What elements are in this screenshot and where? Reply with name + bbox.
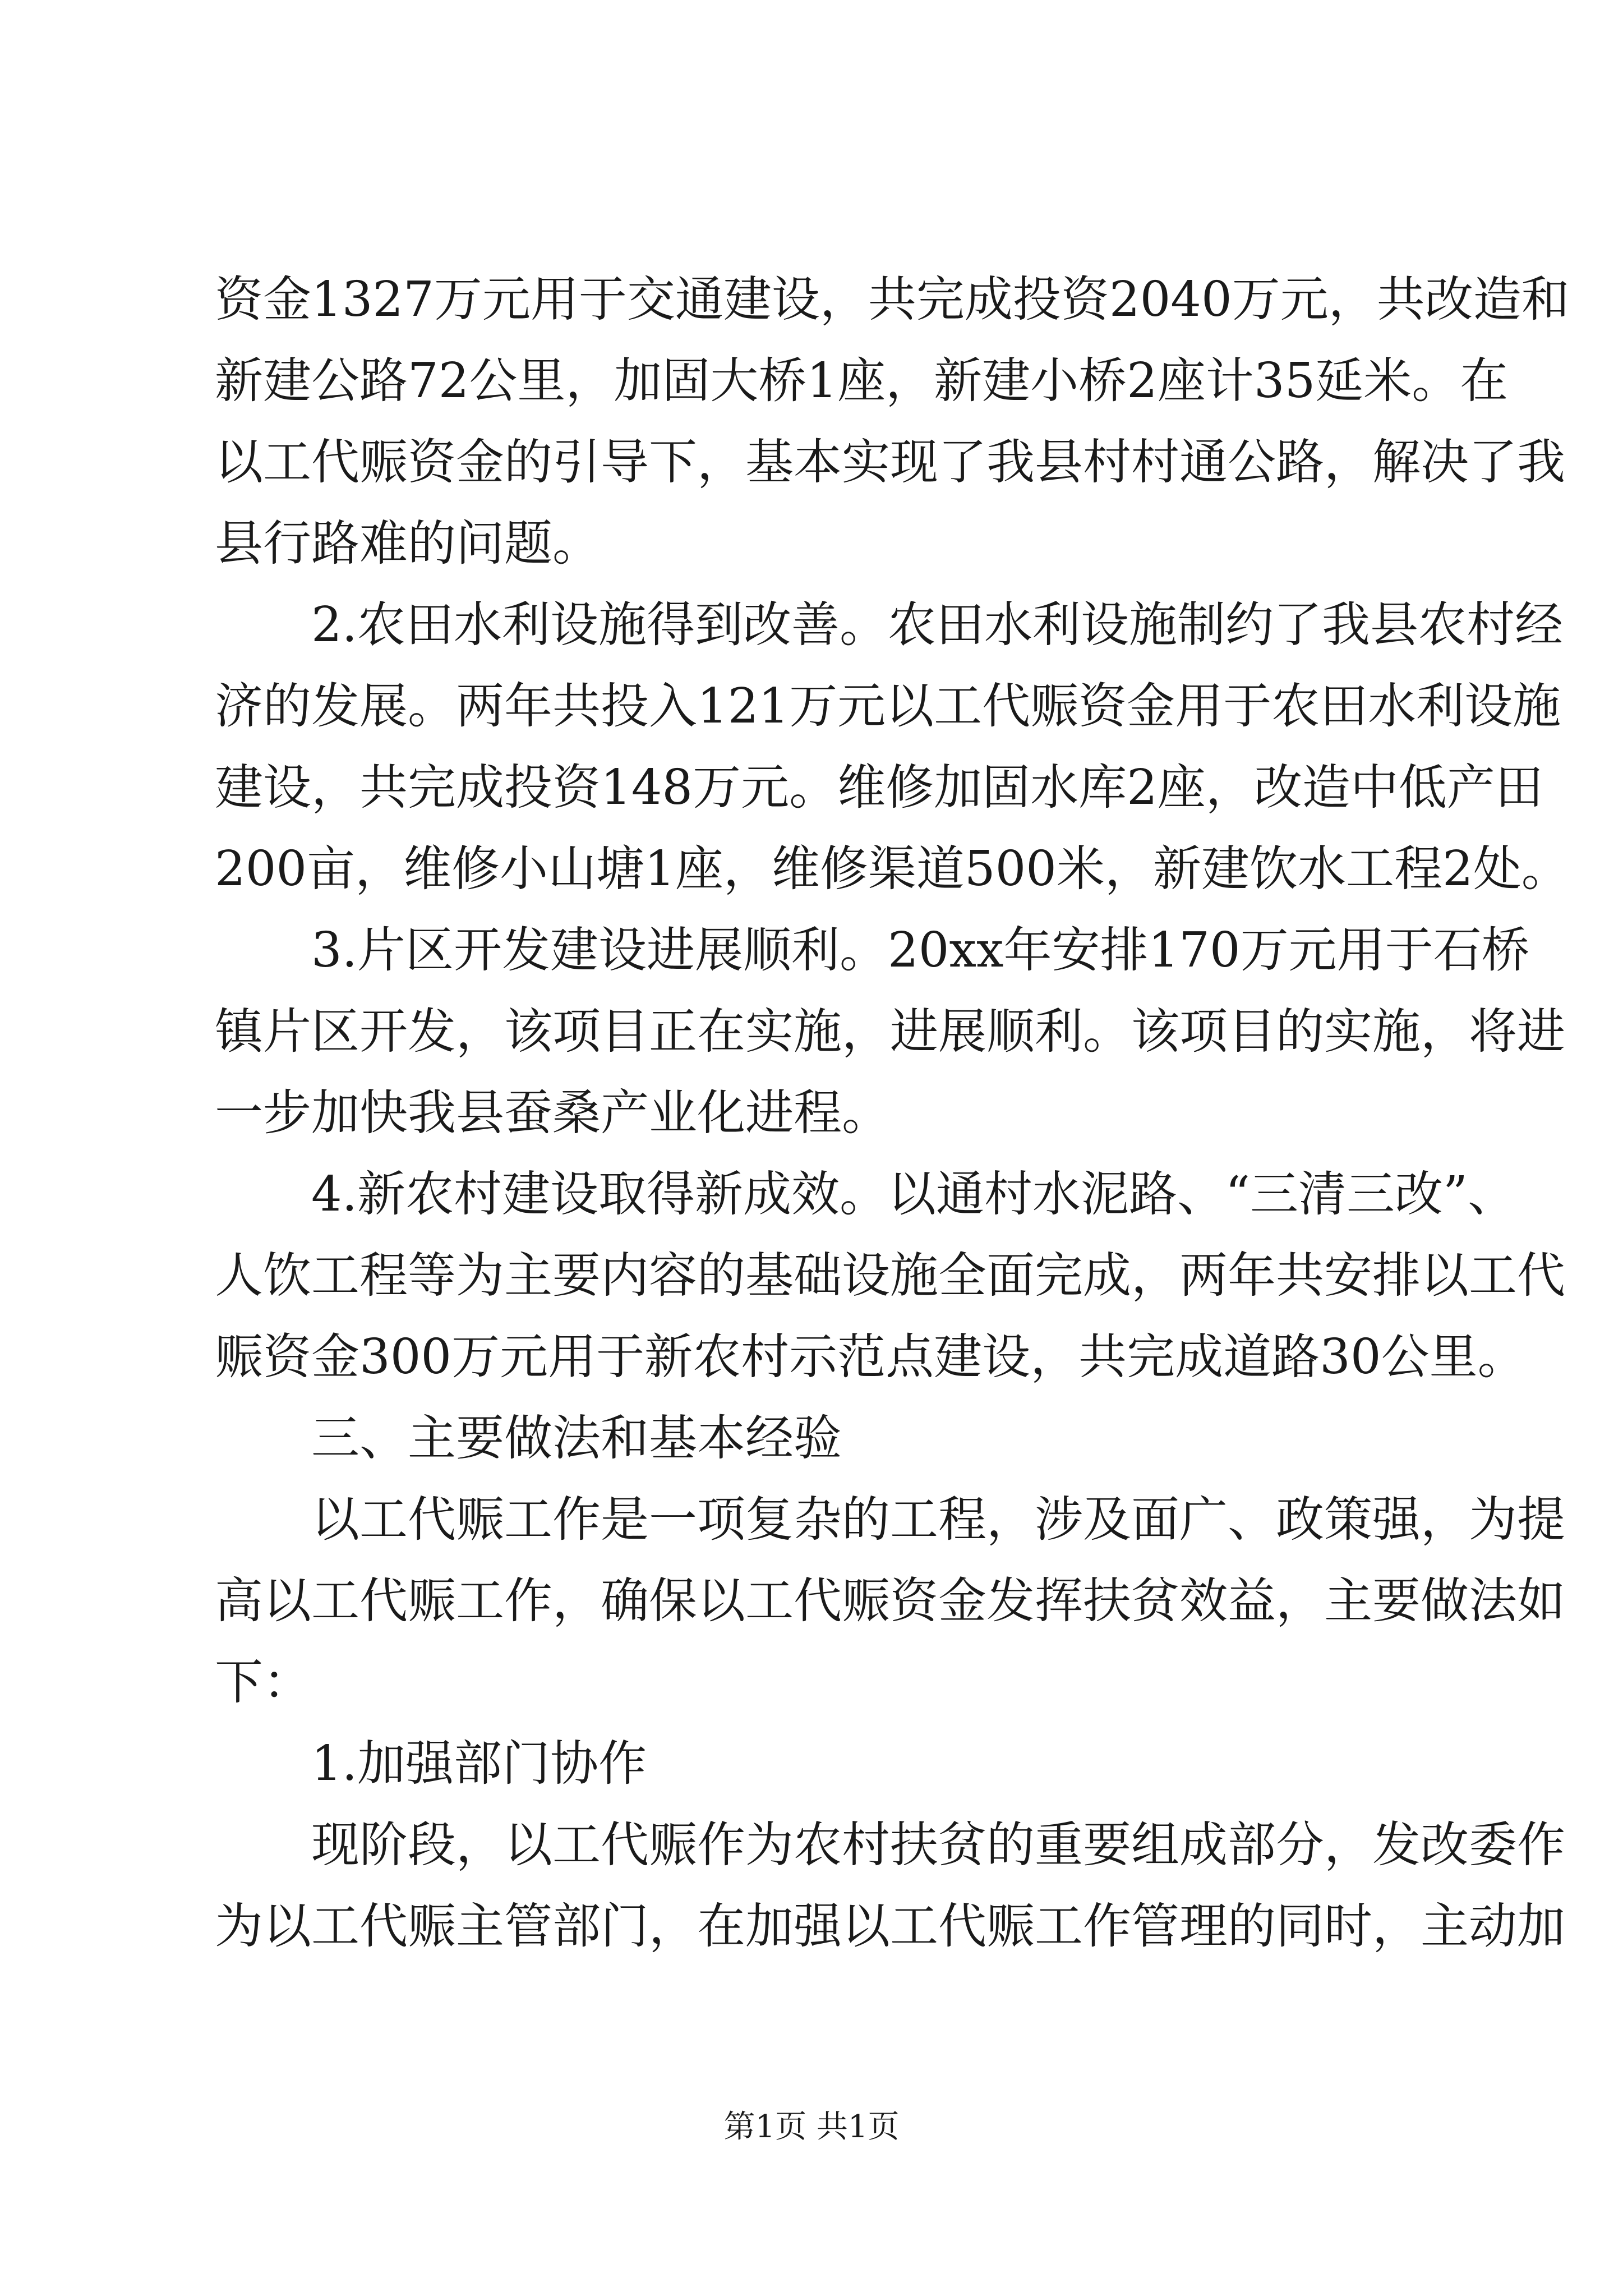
text-line: 现阶段，以工代赈作为农村扶贫的重要组成部分，发改委作: [311, 1817, 1565, 1873]
text-line: 资金1327万元用于交通建设，共完成投资2040万元，共改造和: [215, 272, 1570, 328]
text-line: 为以工代赈主管部门，在加强以工代赈工作管理的同时，主动加: [215, 1898, 1565, 1954]
text-line: 县行路难的问题。: [215, 516, 601, 572]
text-line: 三、主要做法和基本经验: [311, 1410, 842, 1466]
text-line: 3.片区开发建设进展顺利。20xx年安排170万元用于石桥: [311, 922, 1530, 978]
text-line: 以工代赈资金的引导下，基本实现了我县村村通公路，解决了我: [215, 434, 1565, 490]
text-line: 1.加强部门协作: [311, 1736, 647, 1792]
text-line: 2.农田水利设施得到改善。农田水利设施制约了我县农村经: [311, 597, 1564, 653]
text-line: 新建公路72公里，加固大桥1座，新建小桥2座计35延米。在: [215, 353, 1509, 409]
text-line: 人饮工程等为主要内容的基础设施全面完成，两年共安排以工代: [215, 1248, 1565, 1304]
page-footer: 第1页 共1页: [723, 2109, 900, 2145]
text-line: 建设，共完成投资148万元。维修加固水库2座，改造中低产田: [215, 760, 1543, 816]
text-line: 以工代赈工作是一项复杂的工程，涉及面广、政策强，为提: [311, 1492, 1565, 1548]
text-line: 下：: [215, 1654, 311, 1710]
text-line: 一步加快我县蚕桑产业化进程。: [215, 1085, 890, 1141]
text-line: 高以工代赈工作，确保以工代赈资金发挥扶贫效益，主要做法如: [215, 1573, 1565, 1629]
text-line: 4.新农村建设取得新成效。以通村水泥路、“三清三改”、: [311, 1166, 1516, 1222]
text-line: 赈资金300万元用于新农村示范点建设，共完成道路30公里。: [215, 1329, 1526, 1385]
text-line: 200亩，维修小山塘1座，维修渠道500米，新建饮水工程2处。: [215, 841, 1570, 897]
document-body: [215, 259, 1570, 1967]
text-line: 镇片区开发，该项目正在实施，进展顺利。该项目的实施，将进: [215, 1004, 1565, 1060]
text-line: 济的发展。两年共投入121万元以工代赈资金用于农田水利设施: [215, 678, 1561, 734]
